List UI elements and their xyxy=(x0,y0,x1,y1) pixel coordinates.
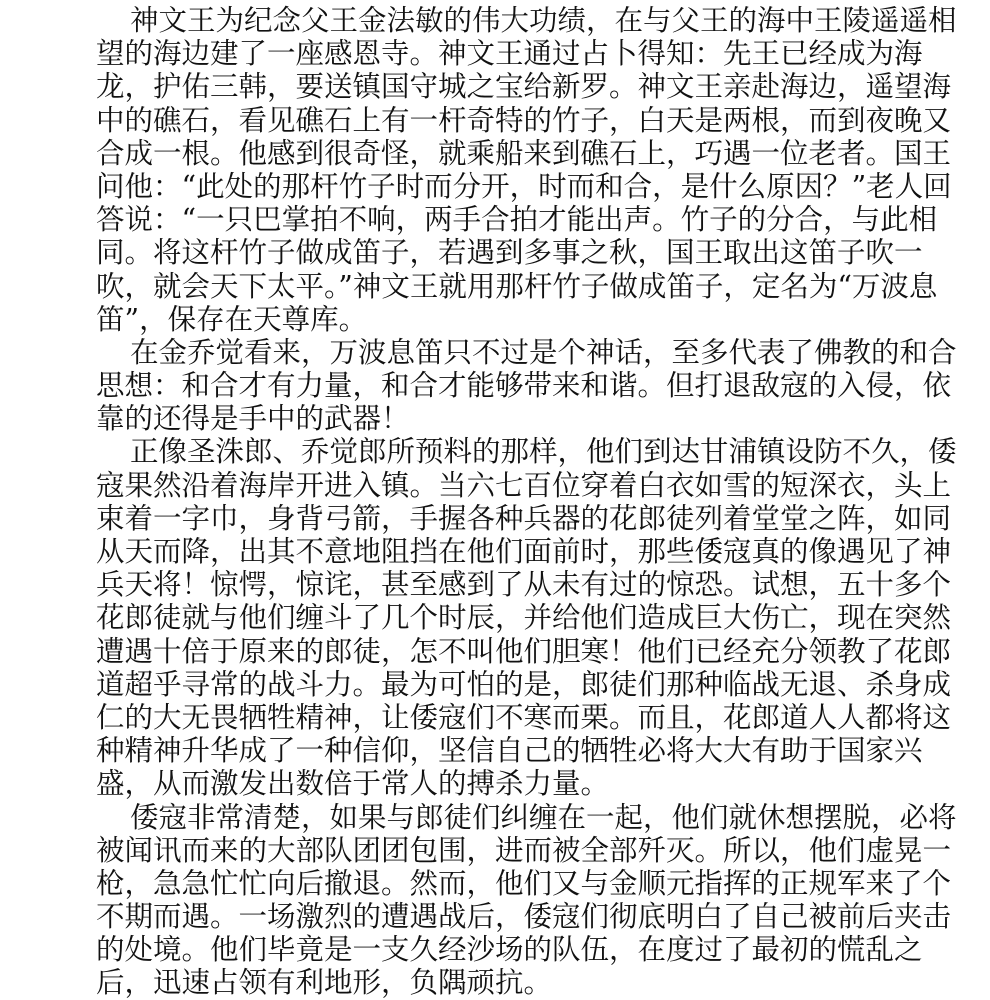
text-line: 从天而降，出其不意地阻挡在他们面前时，那些倭寇真的像遇见了神 xyxy=(96,535,952,568)
text-line: 兵天将！惊愕，惊诧，甚至感到了从未有过的惊恐。试想，五十多个 xyxy=(96,568,952,602)
text-line: 束着一字巾，身背弓箭，手握各种兵器的花郎徒列着堂堂之阵，如同 xyxy=(96,501,952,535)
paragraph-1 xyxy=(96,4,957,336)
text-line: 中的礁石，看见礁石上有一杆奇特的竹子，白天是两根，而到夜晚又 xyxy=(96,103,952,137)
text-line: 被闻讯而来的大部队团团包围，进而被全部歼灭。所以，他们虚晃一 xyxy=(96,833,952,867)
text-line: 同。将这杆竹子做成笛子，若遇到多事之秋，国王取出这笛子吹一 xyxy=(96,236,923,270)
text-line: 种精神升华成了一种信仰，坚信自己的牺牲必将大大有助于国家兴 xyxy=(96,734,923,768)
text-line: 笛”，保存在天尊库。 xyxy=(96,302,368,336)
paragraph-4 xyxy=(96,800,957,1000)
text-line: 道超乎寻常的战斗力。最为可怕的是，郎徒们那种临战无退、杀身成 xyxy=(96,667,952,701)
text-line: 不期而遇。一场激烈的遭遇战后，倭寇们彻底明白了自己被前后夹击 xyxy=(96,900,952,934)
text-line: 盛，从而激发出数倍于常人的搏杀力量。 xyxy=(96,767,610,801)
text-line: 后，迅速占领有利地形，负隅顽抗。 xyxy=(96,966,553,1000)
text-line: 神文王为纪念父王金法敏的伟大功绩，在与父王的海中王陵遥遥相 xyxy=(130,4,957,37)
text-line: 合成一根。他感到很奇怪，就乘船来到礁石上，巧遇一位老者。国王 xyxy=(96,136,952,170)
paragraph-2 xyxy=(96,335,957,436)
text-line: 答说：“一只巴掌拍不响，两手合拍才能出声。竹子的分合，与此相 xyxy=(96,203,938,237)
text-line: 遭遇十倍于原来的郎徒，怎不叫他们胆寒！他们已经充分领教了花郎 xyxy=(96,634,952,668)
text-line: 倭寇非常清楚，如果与郎徒们纠缠在一起，他们就休想摆脱，必将 xyxy=(130,800,957,834)
text-line: 思想：和合才有力量，和合才能够带来和谐。但打退敌寇的入侵，依 xyxy=(96,369,952,403)
text-line: 的处境。他们毕竟是一支久经沙场的队伍，在度过了最初的慌乱之 xyxy=(96,933,923,967)
text-line: 正像圣洙郎、乔觉郎所预料的那样，他们到达甘浦镇设防不久，倭 xyxy=(130,435,957,469)
text-line: 吹，就会天下太平。”神文王就用那杆竹子做成笛子，定名为“万波息 xyxy=(96,269,938,303)
text-line: 靠的还得是手中的武器！ xyxy=(96,402,410,436)
paragraph-3 xyxy=(96,435,957,801)
text-line: 在金乔觉看来，万波息笛只不过是个神话，至多代表了佛教的和合 xyxy=(130,335,957,369)
document-page xyxy=(96,4,957,1000)
text-line: 龙，护佑三韩，要送镇国守城之宝给新罗。神文王亲赴海边，遥望海 xyxy=(96,70,952,104)
text-line: 花郎徒就与他们缠斗了几个时辰，并给他们造成巨大伤亡，现在突然 xyxy=(96,601,952,635)
text-line: 枪，急急忙忙向后撤退。然而，他们又与金顺元指挥的正规军来了个 xyxy=(96,866,952,900)
text-line: 问他：“此处的那杆竹子时而分开，时而和合，是什么原因？”老人回 xyxy=(96,169,952,203)
text-line: 望的海边建了一座感恩寺。神文王通过占卜得知：先王已经成为海 xyxy=(96,37,923,71)
text-line: 寇果然沿着海岸开进入镇。当六七百位穿着白衣如雪的短深衣，头上 xyxy=(96,468,952,502)
text-line: 仁的大无畏牺牲精神，让倭寇们不寒而栗。而且，花郎道人人都将这 xyxy=(96,700,952,734)
